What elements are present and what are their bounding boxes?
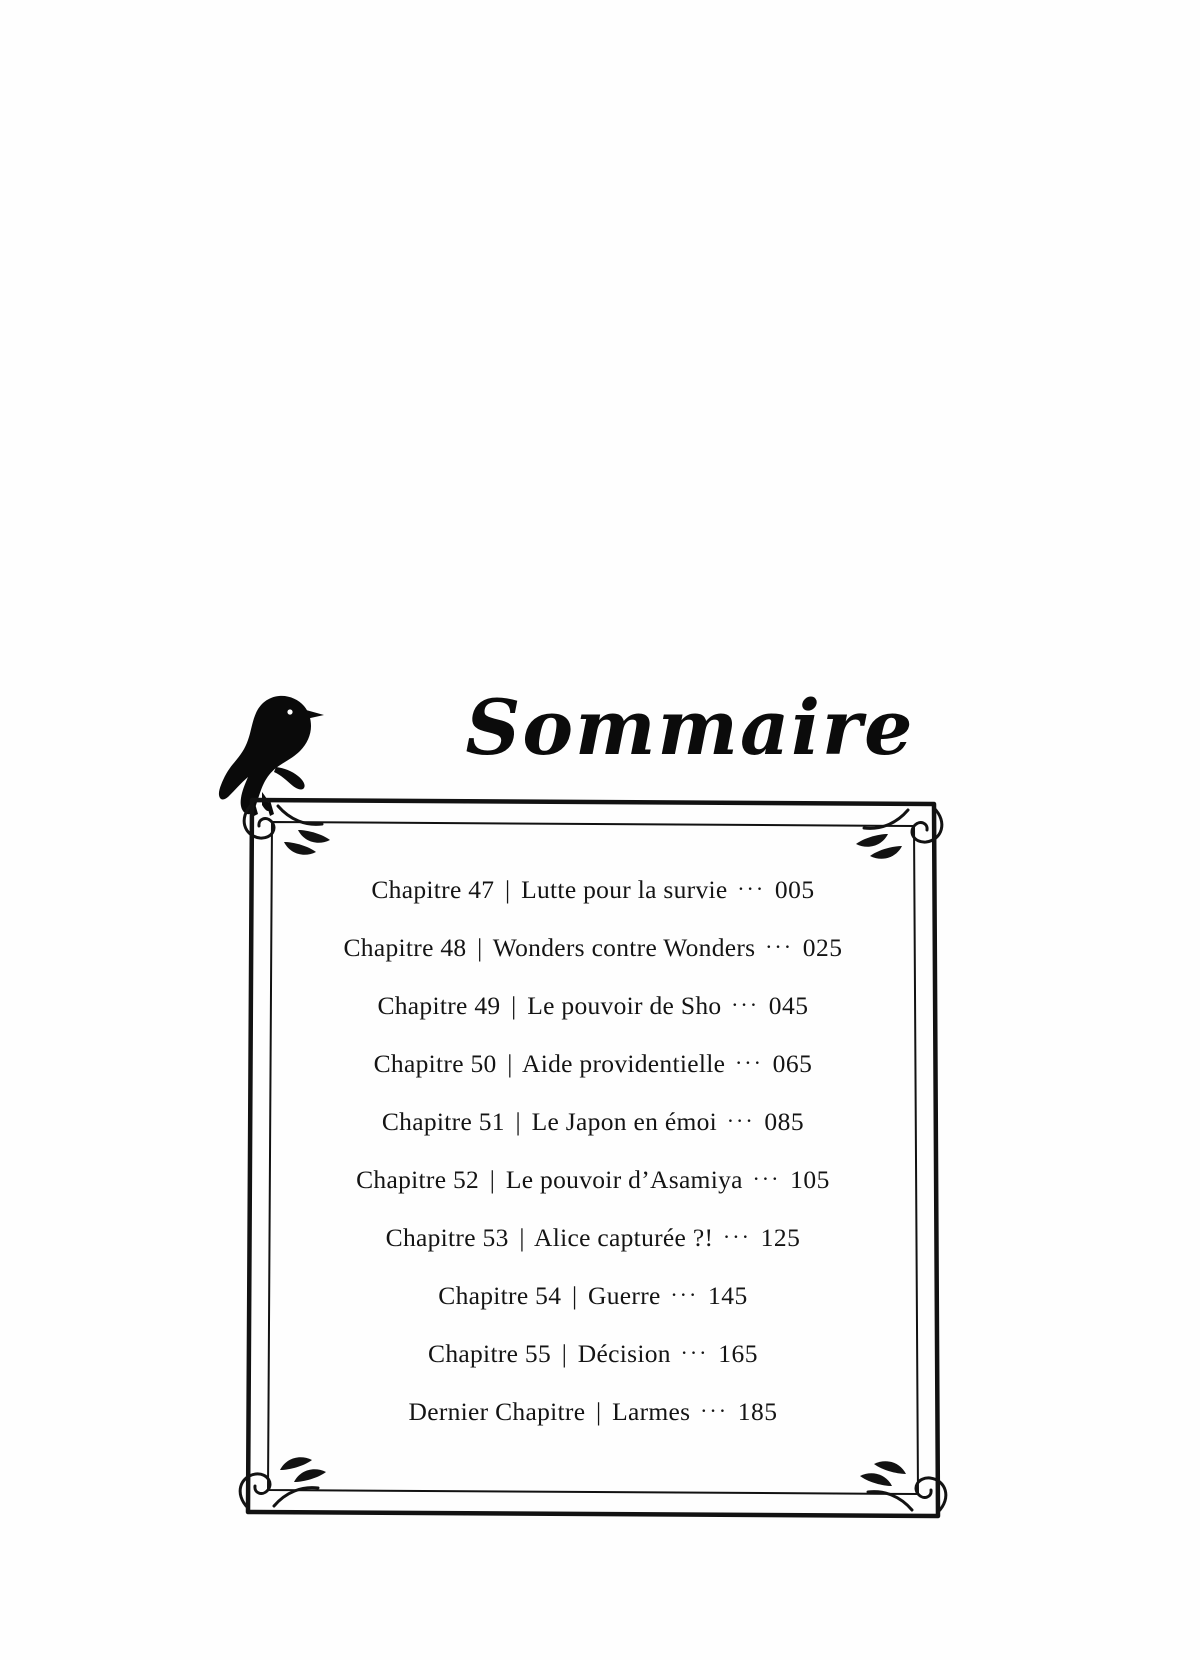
chapter-title: Larmes: [612, 1397, 691, 1427]
chapter-title: Guerre: [588, 1281, 661, 1311]
toc-list: [298, 876, 888, 1456]
chapter-title: Alice capturée ?!: [534, 1223, 714, 1253]
separator: |: [507, 1049, 513, 1079]
leader-dots: ···: [737, 876, 766, 901]
separator: |: [511, 991, 517, 1021]
page-number: 145: [707, 1281, 748, 1311]
chapter-title: Le pouvoir d’Asamiya: [505, 1165, 743, 1195]
leader-dots: ···: [700, 1398, 729, 1424]
ornamental-frame: [238, 790, 948, 1530]
separator: |: [571, 1281, 578, 1311]
page-number: 125: [760, 1223, 801, 1253]
chapter-label: Chapitre 53: [385, 1223, 509, 1253]
list-item[interactable]: [371, 876, 814, 904]
chapter-title: Aide providentielle: [521, 1049, 726, 1079]
page-number: 065: [772, 1049, 813, 1079]
leader-dots: ···: [680, 1340, 709, 1366]
leader-dots: ···: [722, 1224, 751, 1250]
separator: |: [519, 1223, 525, 1253]
chapter-title: Lutte pour la survie: [521, 875, 728, 904]
list-item[interactable]: [377, 992, 808, 1020]
leader-dots: ···: [726, 1108, 755, 1134]
page-number: 185: [737, 1397, 778, 1427]
chapter-label: Chapitre 55: [428, 1339, 552, 1369]
chapter-label: Chapitre 50: [373, 1049, 497, 1079]
leader-dots: ···: [670, 1282, 699, 1308]
separator: |: [561, 1339, 568, 1369]
separator: |: [596, 1397, 602, 1427]
chapter-label: Chapitre 51: [381, 1107, 505, 1137]
page-number: 165: [718, 1339, 758, 1369]
leader-dots: ···: [731, 992, 760, 1018]
page-number: 085: [764, 1107, 805, 1137]
chapter-label: Chapitre 52: [356, 1165, 480, 1195]
chapter-title: Le Japon en émoi: [531, 1107, 718, 1137]
list-item[interactable]: [438, 1282, 747, 1310]
chapter-label: Chapitre 54: [438, 1281, 562, 1311]
page-number: 045: [768, 991, 809, 1021]
chapter-title: Wonders contre Wonders: [492, 933, 756, 963]
chapter-label: Chapitre 49: [377, 991, 501, 1021]
chapter-title: Le pouvoir de Sho: [527, 991, 722, 1021]
page-number: 025: [802, 933, 843, 963]
leader-dots: ···: [752, 1166, 781, 1192]
list-item[interactable]: [356, 1166, 830, 1194]
leader-dots: ···: [765, 934, 794, 960]
page-title: Sommaire: [465, 683, 915, 772]
list-item[interactable]: [428, 1340, 758, 1368]
list-item[interactable]: [374, 1050, 813, 1078]
leader-dots: ···: [734, 1050, 763, 1076]
separator: |: [477, 933, 483, 963]
list-item[interactable]: [408, 1398, 777, 1426]
list-item[interactable]: [386, 1224, 801, 1252]
separator: |: [505, 875, 511, 904]
chapter-label: Chapitre 48: [343, 933, 467, 963]
page-number: 005: [774, 875, 815, 904]
separator: |: [489, 1165, 496, 1195]
chapter-label: Chapitre 47: [371, 875, 495, 904]
list-item[interactable]: [382, 1108, 804, 1136]
separator: |: [515, 1107, 521, 1137]
chapter-title: Décision: [577, 1339, 671, 1369]
chapter-label: Dernier Chapitre: [408, 1397, 586, 1427]
list-item[interactable]: [343, 934, 842, 962]
page-number: 105: [790, 1165, 830, 1195]
